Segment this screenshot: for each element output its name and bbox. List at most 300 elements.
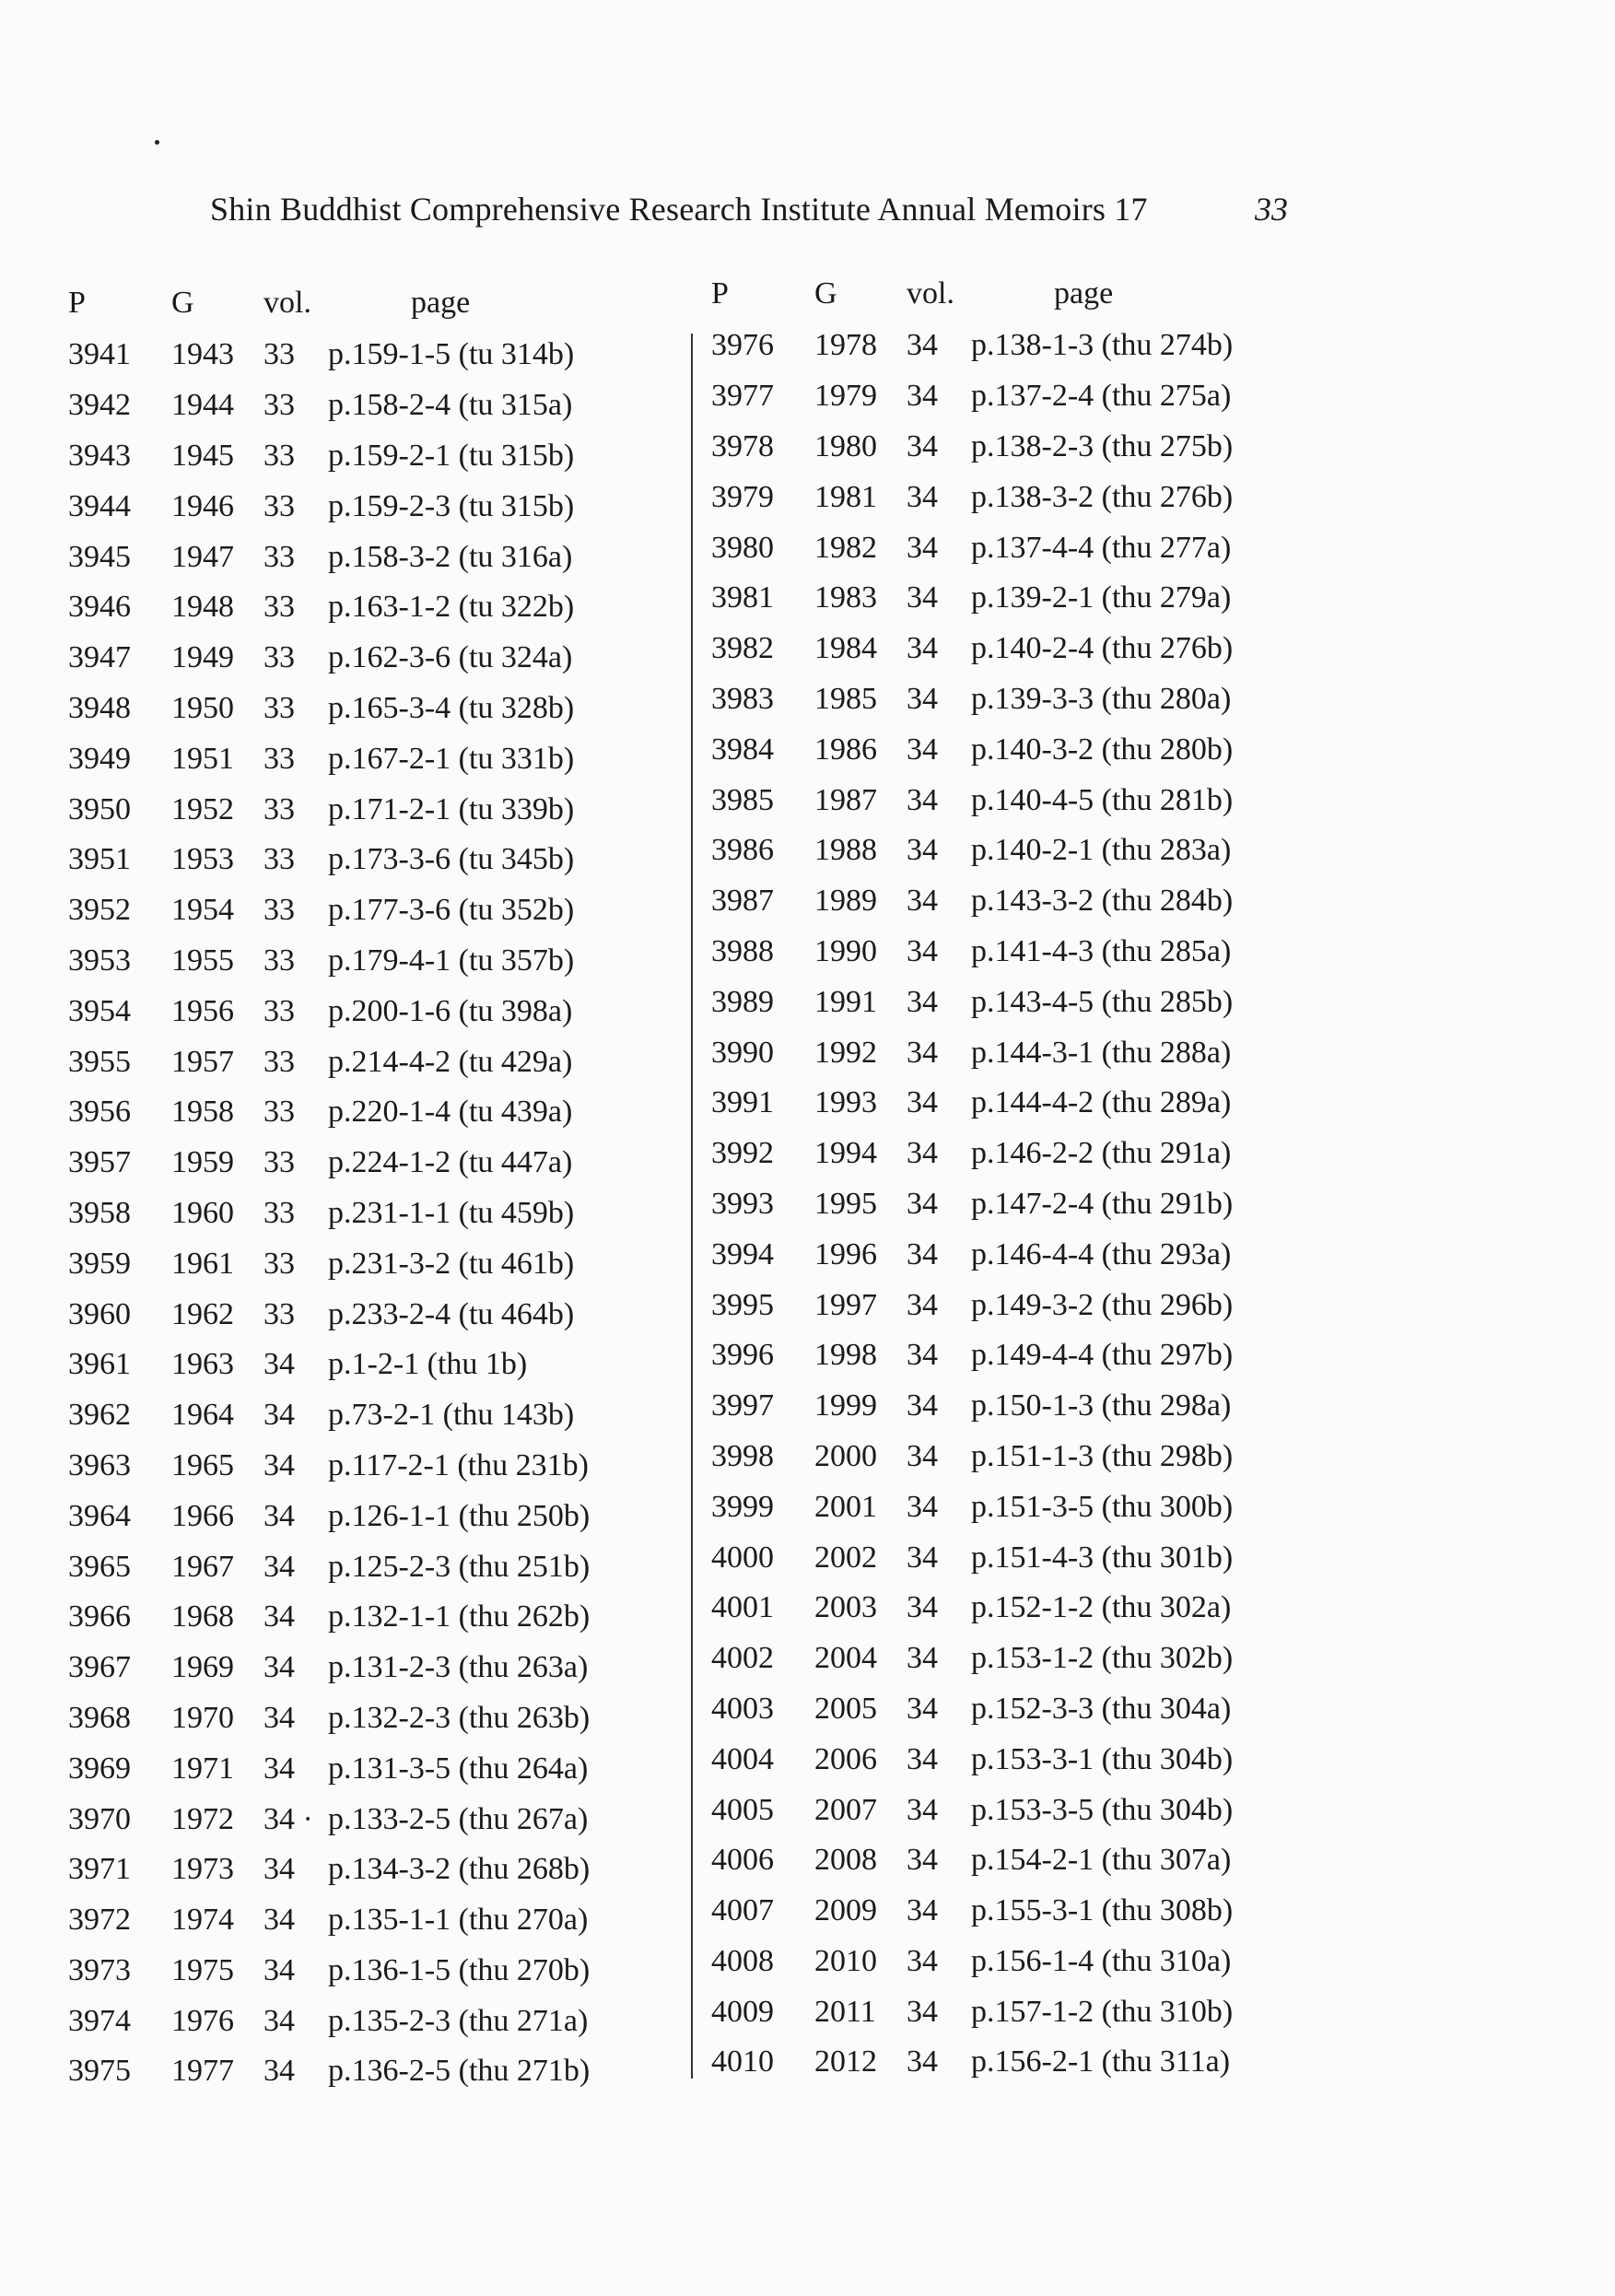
cell-g: 2004 bbox=[814, 1641, 877, 1676]
table-row bbox=[711, 1734, 1422, 1785]
cell-g: 1945 bbox=[171, 438, 234, 473]
cell-p: 3973 bbox=[68, 1952, 131, 1987]
cell-vol: 34 bbox=[263, 1751, 295, 1786]
table-row bbox=[711, 1381, 1422, 1432]
cell-page: p.136-2-5 (thu 271b) bbox=[328, 2054, 591, 2089]
cell-vol: 34 bbox=[907, 428, 938, 463]
column-header-page: page bbox=[411, 286, 471, 320]
cell-vol: 34 bbox=[907, 1489, 938, 1524]
cell-p: 3994 bbox=[711, 1236, 774, 1271]
table-row bbox=[68, 1289, 779, 1340]
cell-g: 1965 bbox=[171, 1447, 234, 1482]
cell-g: 1961 bbox=[171, 1246, 234, 1281]
cell-p: 3974 bbox=[68, 2003, 131, 2038]
cell-p: 3984 bbox=[711, 732, 774, 767]
cell-vol: 34 bbox=[907, 479, 938, 514]
cell-g: 1950 bbox=[171, 690, 234, 725]
cell-page: p.155-3-1 (thu 308b) bbox=[971, 1893, 1234, 1928]
cell-p: 3964 bbox=[68, 1498, 131, 1533]
cell-page: p.163-1-2 (tu 322b) bbox=[328, 590, 575, 625]
cell-page: p.132-1-1 (thu 262b) bbox=[328, 1599, 591, 1634]
cell-g: 1976 bbox=[171, 2003, 234, 2038]
cell-p: 3951 bbox=[68, 842, 131, 877]
cell-p: 3997 bbox=[711, 1388, 774, 1423]
cell-p: 3958 bbox=[68, 1195, 131, 1230]
cell-p: 3950 bbox=[68, 791, 131, 826]
cell-g: 1995 bbox=[814, 1186, 877, 1221]
cell-vol: 33 bbox=[263, 993, 295, 1028]
cell-g: 1958 bbox=[171, 1095, 234, 1130]
cell-vol: 34 bbox=[907, 1186, 938, 1221]
cell-page: p.117-2-1 (thu 231b) bbox=[328, 1447, 589, 1482]
cell-vol: 33 bbox=[263, 1296, 295, 1331]
cell-page: p.171-2-1 (tu 339b) bbox=[328, 791, 575, 826]
table-row bbox=[711, 624, 1422, 674]
cell-vol: 34 bbox=[907, 1540, 938, 1575]
cell-vol: 34 bbox=[907, 884, 938, 919]
cell-page: p.146-4-4 (thu 293a) bbox=[971, 1236, 1232, 1271]
cell-page: p.147-2-4 (thu 291b) bbox=[971, 1186, 1234, 1221]
cell-page: p.137-2-4 (thu 275a) bbox=[971, 379, 1232, 414]
cell-page: p.158-2-4 (tu 315a) bbox=[328, 388, 573, 423]
column-header-g: G bbox=[171, 286, 194, 320]
cell-g: 1964 bbox=[171, 1398, 234, 1433]
table-row bbox=[68, 1693, 779, 1744]
cell-vol: 34 bbox=[907, 580, 938, 615]
cell-g: 1968 bbox=[171, 1599, 234, 1634]
table-row bbox=[711, 674, 1422, 725]
cell-page: p.151-4-3 (thu 301b) bbox=[971, 1540, 1234, 1575]
cell-vol: 34 bbox=[907, 1136, 938, 1171]
table-row bbox=[68, 1238, 779, 1289]
cell-page: p.152-3-3 (thu 304a) bbox=[971, 1691, 1232, 1726]
cell-page: p.173-3-6 (tu 345b) bbox=[328, 842, 575, 877]
table-row bbox=[68, 1138, 779, 1189]
column-header-g: G bbox=[814, 276, 837, 310]
table-row bbox=[711, 1078, 1422, 1129]
table-row bbox=[711, 1129, 1422, 1179]
table-row bbox=[711, 927, 1422, 978]
table-row bbox=[711, 1684, 1422, 1735]
cell-vol: 34 bbox=[263, 1650, 295, 1685]
table-row bbox=[68, 1794, 779, 1845]
cell-p: 3992 bbox=[711, 1136, 774, 1171]
cell-page: p.140-4-5 (thu 281b) bbox=[971, 782, 1234, 817]
cell-g: 1966 bbox=[171, 1498, 234, 1533]
cell-vol: 33 bbox=[263, 640, 295, 675]
cell-g: 1986 bbox=[814, 732, 877, 767]
cell-page: p.143-4-5 (thu 285b) bbox=[971, 984, 1234, 1019]
cell-vol: 33 bbox=[263, 1195, 295, 1230]
table-row bbox=[711, 1432, 1422, 1482]
stray-mark bbox=[155, 140, 159, 145]
cell-g: 2001 bbox=[814, 1489, 877, 1524]
cell-g: 1982 bbox=[814, 530, 877, 565]
cell-g: 1944 bbox=[171, 388, 234, 423]
cell-page: p.153-3-5 (thu 304b) bbox=[971, 1792, 1234, 1827]
table-row bbox=[68, 381, 779, 431]
cell-page: p.138-3-2 (thu 276b) bbox=[971, 479, 1234, 514]
cell-p: 3986 bbox=[711, 833, 774, 868]
cell-p: 3987 bbox=[711, 884, 774, 919]
table-row bbox=[711, 1835, 1422, 1886]
cell-g: 1959 bbox=[171, 1145, 234, 1180]
cell-g: 1990 bbox=[814, 933, 877, 968]
cell-page: p.153-3-1 (thu 304b) bbox=[971, 1741, 1234, 1776]
table-row bbox=[68, 1340, 779, 1390]
table-row bbox=[711, 1027, 1422, 1078]
cell-page: p.140-2-4 (thu 276b) bbox=[971, 631, 1234, 666]
cell-p: 4003 bbox=[711, 1691, 774, 1726]
cell-g: 1972 bbox=[171, 1801, 234, 1836]
table-row bbox=[711, 1986, 1422, 2037]
cell-g: 1985 bbox=[814, 681, 877, 716]
cell-p: 3943 bbox=[68, 438, 131, 473]
table-row bbox=[68, 1743, 779, 1794]
cell-page: p.158-3-2 (tu 316a) bbox=[328, 539, 573, 574]
cell-p: 3977 bbox=[711, 379, 774, 414]
cell-g: 1978 bbox=[814, 328, 877, 363]
cell-p: 3985 bbox=[711, 782, 774, 817]
table-row bbox=[68, 733, 779, 784]
cell-p: 3952 bbox=[68, 893, 131, 928]
cell-g: 1991 bbox=[814, 984, 877, 1019]
table-row bbox=[68, 1491, 779, 1541]
cell-vol: 34 · bbox=[263, 1801, 313, 1836]
table-row bbox=[68, 835, 779, 885]
cell-g: 1979 bbox=[814, 379, 877, 414]
cell-g: 1952 bbox=[171, 791, 234, 826]
cell-p: 3945 bbox=[68, 539, 131, 574]
cell-vol: 34 bbox=[907, 1287, 938, 1322]
cell-vol: 34 bbox=[907, 1741, 938, 1776]
cell-page: p.138-1-3 (thu 274b) bbox=[971, 328, 1234, 363]
cell-p: 3989 bbox=[711, 984, 774, 1019]
cell-page: p.157-1-2 (thu 310b) bbox=[971, 1994, 1234, 2029]
cell-g: 2000 bbox=[814, 1438, 877, 1473]
table-row bbox=[68, 1643, 779, 1693]
cell-g: 1947 bbox=[171, 539, 234, 574]
cell-p: 3949 bbox=[68, 741, 131, 776]
cell-g: 1983 bbox=[814, 580, 877, 615]
cell-vol: 34 bbox=[263, 2054, 295, 2089]
cell-page: p.144-3-1 (thu 288a) bbox=[971, 1035, 1232, 1070]
cell-vol: 34 bbox=[907, 2044, 938, 2079]
table-row bbox=[68, 1189, 779, 1239]
cell-page: p.133-2-5 (thu 267a) bbox=[328, 1801, 589, 1836]
cell-p: 3966 bbox=[68, 1599, 131, 1634]
cell-p: 3959 bbox=[68, 1246, 131, 1281]
cell-p: 3956 bbox=[68, 1095, 131, 1130]
cell-page: p.231-3-2 (tu 461b) bbox=[328, 1246, 575, 1281]
cell-vol: 33 bbox=[263, 1044, 295, 1079]
cell-p: 3983 bbox=[711, 681, 774, 716]
cell-page: p.154-2-1 (thu 307a) bbox=[971, 1843, 1232, 1878]
cell-p: 3941 bbox=[68, 337, 131, 372]
cell-p: 3963 bbox=[68, 1447, 131, 1482]
cell-vol: 33 bbox=[263, 791, 295, 826]
cell-vol: 34 bbox=[907, 631, 938, 666]
cell-p: 3967 bbox=[68, 1650, 131, 1685]
cell-g: 2008 bbox=[814, 1843, 877, 1878]
cell-g: 1994 bbox=[814, 1136, 877, 1171]
cell-vol: 34 bbox=[263, 1952, 295, 1987]
cell-vol: 34 bbox=[907, 782, 938, 817]
cell-page: p.139-2-1 (thu 279a) bbox=[971, 580, 1232, 615]
cell-p: 3972 bbox=[68, 1903, 131, 1938]
table-row bbox=[711, 1330, 1422, 1381]
cell-p: 4000 bbox=[711, 1540, 774, 1575]
cell-vol: 34 bbox=[263, 1599, 295, 1634]
cell-g: 1955 bbox=[171, 943, 234, 978]
cell-g: 1943 bbox=[171, 337, 234, 372]
table-row bbox=[68, 1087, 779, 1138]
cell-vol: 34 bbox=[263, 1852, 295, 1887]
cell-vol: 34 bbox=[263, 1549, 295, 1584]
cell-g: 1998 bbox=[814, 1338, 877, 1373]
cell-vol: 34 bbox=[907, 1893, 938, 1928]
cell-g: 2011 bbox=[814, 1994, 876, 2029]
cell-vol: 33 bbox=[263, 1095, 295, 1130]
cell-p: 3995 bbox=[711, 1287, 774, 1322]
cell-vol: 34 bbox=[907, 379, 938, 414]
table-row bbox=[68, 431, 779, 482]
table-row bbox=[711, 775, 1422, 826]
cell-p: 4002 bbox=[711, 1641, 774, 1676]
cell-page: p.165-3-4 (tu 328b) bbox=[328, 690, 575, 725]
cell-page: p.159-2-1 (tu 315b) bbox=[328, 438, 575, 473]
cell-page: p.125-2-3 (thu 251b) bbox=[328, 1549, 591, 1584]
cell-p: 3968 bbox=[68, 1700, 131, 1735]
cell-vol: 34 bbox=[907, 1843, 938, 1878]
cell-g: 2012 bbox=[814, 2044, 877, 2079]
table-row bbox=[711, 1179, 1422, 1230]
cell-vol: 34 bbox=[263, 1347, 295, 1382]
table-row bbox=[68, 1390, 779, 1441]
cell-page: p.162-3-6 (tu 324a) bbox=[328, 640, 573, 675]
table-row bbox=[68, 784, 779, 835]
cell-page: p.140-3-2 (thu 280b) bbox=[971, 732, 1234, 767]
right-column bbox=[711, 267, 1422, 2088]
cell-p: 4006 bbox=[711, 1843, 774, 1878]
cell-page: p.179-4-1 (tu 357b) bbox=[328, 943, 575, 978]
cell-p: 3993 bbox=[711, 1186, 774, 1221]
table-row bbox=[68, 1946, 779, 1997]
cell-vol: 33 bbox=[263, 690, 295, 725]
table-row bbox=[68, 885, 779, 936]
cell-p: 4005 bbox=[711, 1792, 774, 1827]
cell-g: 1988 bbox=[814, 833, 877, 868]
cell-p: 4008 bbox=[711, 1943, 774, 1978]
cell-g: 1963 bbox=[171, 1347, 234, 1382]
cell-vol: 33 bbox=[263, 1145, 295, 1180]
cell-page: p.139-3-3 (thu 280a) bbox=[971, 681, 1232, 716]
cell-p: 3970 bbox=[68, 1801, 131, 1836]
cell-page: p.224-1-2 (tu 447a) bbox=[328, 1145, 573, 1180]
cell-p: 3988 bbox=[711, 933, 774, 968]
running-header: Shin Buddhist Comprehensive Research Institute Annual Memoirs 17 bbox=[210, 191, 1148, 228]
cell-p: 3954 bbox=[68, 993, 131, 1028]
cell-page: p.126-1-1 (thu 250b) bbox=[328, 1498, 591, 1533]
cell-p: 4004 bbox=[711, 1741, 774, 1776]
cell-vol: 33 bbox=[263, 337, 295, 372]
cell-p: 3980 bbox=[711, 530, 774, 565]
table-row bbox=[711, 1280, 1422, 1330]
cell-g: 1993 bbox=[814, 1085, 877, 1120]
table-row bbox=[711, 371, 1422, 422]
cell-g: 1946 bbox=[171, 488, 234, 523]
column-header-row bbox=[68, 276, 779, 330]
cell-page: p.1-2-1 (thu 1b) bbox=[328, 1347, 528, 1382]
column-header-page: page bbox=[1054, 276, 1114, 310]
cell-page: p.132-2-3 (thu 263b) bbox=[328, 1700, 591, 1735]
column-divider bbox=[691, 334, 693, 2079]
cell-p: 4009 bbox=[711, 1994, 774, 2029]
cell-vol: 34 bbox=[907, 933, 938, 968]
cell-g: 2005 bbox=[814, 1691, 877, 1726]
cell-g: 1973 bbox=[171, 1852, 234, 1887]
cell-vol: 34 bbox=[907, 1691, 938, 1726]
cell-p: 3955 bbox=[68, 1044, 131, 1079]
table-row bbox=[68, 582, 779, 633]
cell-page: p.149-3-2 (thu 296b) bbox=[971, 1287, 1234, 1322]
table-row bbox=[68, 1541, 779, 1592]
cell-page: p.200-1-6 (tu 398a) bbox=[328, 993, 573, 1028]
cell-p: 3969 bbox=[68, 1751, 131, 1786]
cell-vol: 33 bbox=[263, 488, 295, 523]
cell-page: p.140-2-1 (thu 283a) bbox=[971, 833, 1232, 868]
cell-vol: 34 bbox=[263, 1498, 295, 1533]
cell-page: p.131-2-3 (thu 263a) bbox=[328, 1650, 589, 1685]
cell-g: 1956 bbox=[171, 993, 234, 1028]
right-table-body bbox=[711, 321, 1422, 2088]
cell-vol: 34 bbox=[263, 1903, 295, 1938]
cell-page: p.131-3-5 (thu 264a) bbox=[328, 1751, 589, 1786]
table-row bbox=[711, 876, 1422, 927]
cell-vol: 34 bbox=[907, 530, 938, 565]
cell-vol: 34 bbox=[263, 1447, 295, 1482]
column-header-p: P bbox=[68, 286, 86, 320]
cell-vol: 34 bbox=[907, 1236, 938, 1271]
column-header-p: P bbox=[711, 276, 729, 310]
table-row bbox=[68, 1996, 779, 2046]
cell-page: p.233-2-4 (tu 464b) bbox=[328, 1296, 575, 1331]
table-row bbox=[68, 330, 779, 381]
table-row bbox=[68, 1037, 779, 1087]
cell-vol: 33 bbox=[263, 590, 295, 625]
cell-vol: 33 bbox=[263, 893, 295, 928]
cell-page: p.156-1-4 (thu 310a) bbox=[971, 1943, 1232, 1978]
cell-p: 4007 bbox=[711, 1893, 774, 1928]
cell-p: 3947 bbox=[68, 640, 131, 675]
cell-p: 3990 bbox=[711, 1035, 774, 1070]
cell-g: 2006 bbox=[814, 1741, 877, 1776]
cell-g: 2002 bbox=[814, 1540, 877, 1575]
table-row bbox=[68, 1441, 779, 1492]
cell-g: 1981 bbox=[814, 479, 877, 514]
cell-g: 1980 bbox=[814, 428, 877, 463]
cell-p: 3991 bbox=[711, 1085, 774, 1120]
cell-vol: 34 bbox=[907, 984, 938, 1019]
cell-g: 1971 bbox=[171, 1751, 234, 1786]
cell-page: p.156-2-1 (thu 311a) bbox=[971, 2044, 1231, 2079]
table-row bbox=[711, 1532, 1422, 1583]
table-row bbox=[711, 1785, 1422, 1835]
cell-vol: 33 bbox=[263, 943, 295, 978]
cell-page: p.141-4-3 (thu 285a) bbox=[971, 933, 1232, 968]
cell-vol: 34 bbox=[907, 328, 938, 363]
table-row bbox=[711, 1583, 1422, 1634]
cell-vol: 33 bbox=[263, 539, 295, 574]
cell-p: 3948 bbox=[68, 690, 131, 725]
cell-vol: 34 bbox=[907, 1388, 938, 1423]
cell-vol: 33 bbox=[263, 842, 295, 877]
table-row bbox=[68, 684, 779, 734]
cell-page: p.137-4-4 (thu 277a) bbox=[971, 530, 1232, 565]
left-column bbox=[68, 276, 779, 2097]
cell-page: p.144-4-2 (thu 289a) bbox=[971, 1085, 1232, 1120]
table-row bbox=[711, 1937, 1422, 1987]
table-row bbox=[711, 1482, 1422, 1532]
table-row bbox=[711, 573, 1422, 624]
cell-page: p.143-3-2 (thu 284b) bbox=[971, 884, 1234, 919]
table-row bbox=[711, 522, 1422, 573]
cell-vol: 34 bbox=[907, 1943, 938, 1978]
cell-vol: 34 bbox=[907, 1792, 938, 1827]
column-header-vol: vol. bbox=[907, 276, 954, 310]
cell-p: 3998 bbox=[711, 1438, 774, 1473]
table-row bbox=[68, 532, 779, 582]
cell-vol: 34 bbox=[907, 1085, 938, 1120]
cell-p: 4010 bbox=[711, 2044, 774, 2079]
table-row bbox=[68, 481, 779, 532]
table-row bbox=[711, 2037, 1422, 2088]
cell-page: p.136-1-5 (thu 270b) bbox=[328, 1952, 591, 1987]
cell-p: 3942 bbox=[68, 388, 131, 423]
cell-page: p.134-3-2 (thu 268b) bbox=[328, 1852, 591, 1887]
cell-vol: 34 bbox=[907, 833, 938, 868]
cell-p: 3976 bbox=[711, 328, 774, 363]
cell-page: p.138-2-3 (thu 275b) bbox=[971, 428, 1234, 463]
table-row bbox=[711, 977, 1422, 1027]
cell-g: 1953 bbox=[171, 842, 234, 877]
cell-page: p.151-3-5 (thu 300b) bbox=[971, 1489, 1234, 1524]
cell-vol: 34 bbox=[907, 1338, 938, 1373]
table-row bbox=[68, 633, 779, 684]
cell-g: 1975 bbox=[171, 1952, 234, 1987]
table-row bbox=[711, 472, 1422, 522]
table-row bbox=[68, 1895, 779, 1946]
cell-page: p.220-1-4 (tu 439a) bbox=[328, 1095, 573, 1130]
cell-vol: 33 bbox=[263, 438, 295, 473]
cell-p: 4001 bbox=[711, 1590, 774, 1625]
cell-p: 3953 bbox=[68, 943, 131, 978]
cell-g: 1948 bbox=[171, 590, 234, 625]
page-number: 33 bbox=[1255, 191, 1288, 228]
cell-g: 1987 bbox=[814, 782, 877, 817]
cell-page: p.149-4-4 (thu 297b) bbox=[971, 1338, 1234, 1373]
cell-g: 2007 bbox=[814, 1792, 877, 1827]
cell-vol: 34 bbox=[907, 1994, 938, 2029]
table-row bbox=[68, 1592, 779, 1643]
cell-vol: 34 bbox=[907, 1438, 938, 1473]
table-row bbox=[711, 826, 1422, 876]
cell-g: 1969 bbox=[171, 1650, 234, 1685]
cell-page: p.159-2-3 (tu 315b) bbox=[328, 488, 575, 523]
cell-g: 1970 bbox=[171, 1700, 234, 1735]
cell-page: p.135-2-3 (thu 271a) bbox=[328, 2003, 589, 2038]
cell-g: 1996 bbox=[814, 1236, 877, 1271]
